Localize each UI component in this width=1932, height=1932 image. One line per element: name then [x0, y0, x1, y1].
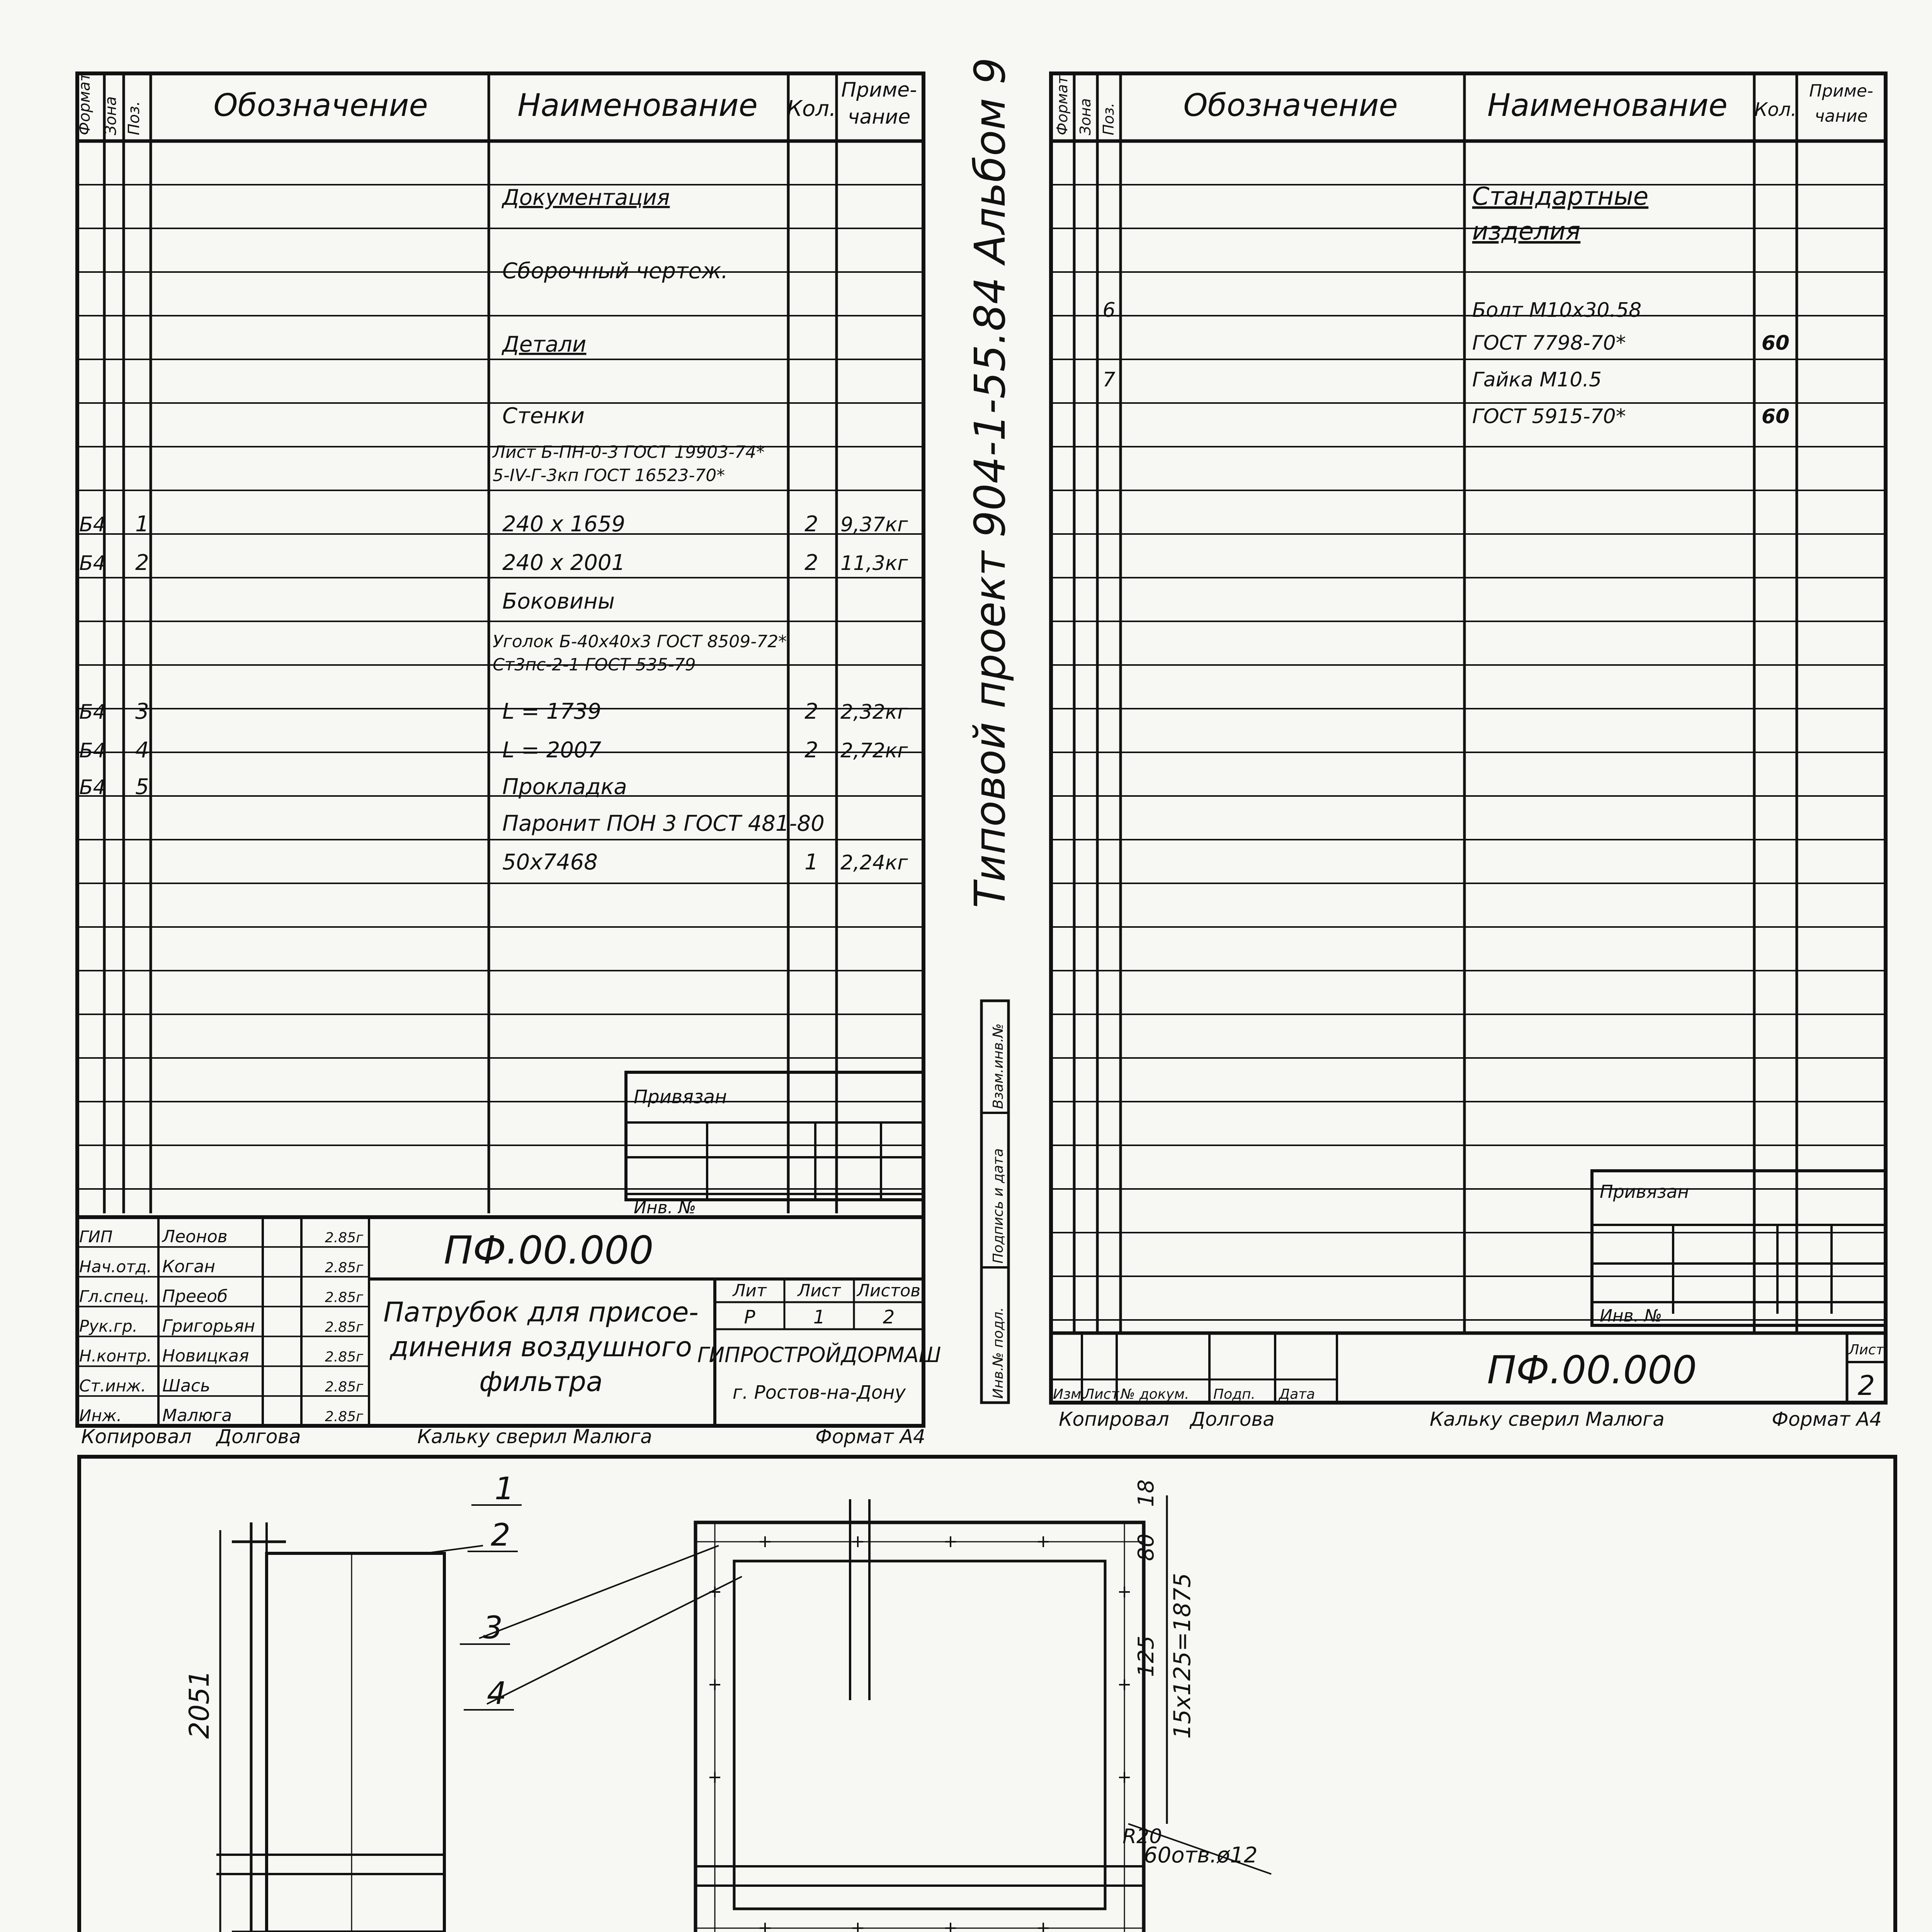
sheet1-row-name: Прокладка [502, 774, 627, 799]
sheet2-code: ПФ.00.000 [1487, 1347, 1697, 1393]
sheet1-row-qty: 2 [804, 699, 818, 724]
sheet1-row-note: 2,32кг [840, 701, 908, 724]
sheet1-tb-role: Инж. [79, 1406, 122, 1425]
sheet2-header-note: Приме- [1809, 81, 1873, 101]
front-view-outer [696, 1522, 1144, 1932]
sheet1-footer-format: Формат А4 [815, 1425, 925, 1448]
sheet1-row-note: 2,72кг [840, 739, 908, 762]
sheet1-tb-name: Коган [162, 1257, 216, 1277]
sheet1-row-name: L = 2007 [502, 738, 602, 763]
sheet1-tb-name: Шась [162, 1376, 211, 1396]
sheet2-bottom-header: Подп. [1213, 1386, 1255, 1402]
sheet2-sheet: 2 [1857, 1370, 1875, 1401]
sheet1-row-name: Уголок Б-40х40х3 ГОСТ 8509-72* [493, 632, 787, 651]
dim-18a-label: 18 [1134, 1479, 1159, 1507]
sheet1-privyazan: Привязан [634, 1086, 727, 1108]
sheet1-tb-org1: ГИПРОСТРОЙДОРМАШ [697, 1343, 941, 1367]
sheet2-header-zone: Зона [1077, 98, 1094, 135]
sheet2-side-label-1: Взам.инв.№ [990, 1023, 1006, 1109]
sheet2-vertical-title: Типовой проект 904-1-55.84 Альбом 9 [965, 57, 1015, 908]
sheet1-tb-role: Ст.инж. [79, 1376, 146, 1395]
sheet1-tb-name: Малюга [162, 1406, 232, 1425]
sheet2-privyazan: Привязан [1600, 1181, 1689, 1202]
sheet2-header-qty: Кол. [1754, 99, 1797, 121]
sheet2-row-name: изделия [1472, 217, 1581, 246]
sheet2-bottom-header: Лист [1084, 1386, 1119, 1402]
sheet1-tb-date: 2.85г [325, 1260, 363, 1276]
sheet1-tb-lit: Р [744, 1306, 755, 1328]
sheet1-tb-date: 2.85г [325, 1349, 363, 1365]
sheet1-tb-org2: г. Ростов-на-Дону [732, 1382, 906, 1403]
sheet1-header-format: Формат [76, 72, 94, 135]
sheet1-row-qty: 1 [804, 850, 818, 875]
sheet2-bottom-header: № докум. [1121, 1386, 1189, 1402]
sheet2-footer-copied-name: Долгова [1190, 1408, 1275, 1430]
sheet1-footer-copied: Копировал [81, 1425, 192, 1448]
sheet2-row-pos: 7 [1102, 368, 1116, 391]
sheet1-row-name: Лист Б-ПН-0-3 ГОСТ 19903-74* [493, 442, 765, 462]
sheet2-side-label-3: Инв.№ подл. [990, 1307, 1006, 1399]
sheet1-row-pos: 1 [135, 512, 149, 537]
sheet1-tb-lit-h: Лит [733, 1281, 767, 1301]
sheet1-row-note: 2,24кг [840, 851, 908, 874]
sheet2-row-pos: 6 [1102, 299, 1116, 322]
callout-label: 2 [491, 1517, 510, 1553]
sheet1-row-name: 240 х 1659 [502, 512, 626, 537]
sheet1-tb-sheets-h: Листов [857, 1281, 921, 1301]
sheet2-row-qty: 60 [1761, 405, 1790, 428]
sheet1-tb-name: Прееоб [162, 1286, 228, 1306]
sheet1-tb-sheet: 1 [813, 1306, 825, 1328]
sheet1-tb-title3: фильтра [479, 1366, 603, 1398]
sheet1-inv-label: Инв. № [634, 1198, 696, 1218]
dim-80-label: 80 [1134, 1533, 1159, 1561]
sheet2-row-name: ГОСТ 5915-70* [1472, 405, 1626, 428]
front-view-inner [734, 1561, 1105, 1909]
sheet1-tb-sheet-h: Лист [798, 1281, 841, 1301]
sheet1-header-pos: Поз. [125, 101, 143, 135]
sheet1-header-note2: чание [847, 105, 911, 129]
sheet1-tb-name: Новицкая [162, 1346, 249, 1366]
callout-label: 3 [483, 1610, 503, 1646]
sheet1-row-pos: 4 [135, 738, 149, 763]
sheet1-footer-checked: Кальку сверил Малюга [417, 1425, 652, 1448]
sheet1-header-note: Приме- [841, 78, 917, 102]
sheet1-tb-role: Рук.гр. [79, 1316, 138, 1336]
sheet1-row-name: Детали [502, 332, 587, 357]
sheet1-tb-date: 2.85г [325, 1379, 363, 1395]
sheet1-footer-copied-name: Долгова [216, 1425, 301, 1448]
sheet1-tb-date: 2.85г [325, 1289, 363, 1306]
sheet1-row-qty: 2 [804, 738, 818, 763]
sheet1-header-zone: Зона [102, 96, 120, 135]
sheet1-tb-role: Нач.отд. [79, 1257, 152, 1276]
sheet1-row-qty: 2 [804, 512, 818, 537]
sheet2-row-name: Стандартные [1472, 182, 1649, 211]
sheet1-row-qty: 2 [804, 550, 818, 575]
sheet2-row-qty: 60 [1761, 332, 1790, 355]
dim-holes-label: 60отв.ø12 [1144, 1843, 1258, 1868]
sheet1-tb-sheets: 2 [883, 1306, 895, 1328]
sheet1-row-name: 50х7468 [502, 850, 598, 875]
dim-r20-label: R20 [1122, 1825, 1162, 1848]
sheet2-header-note2: чание [1815, 106, 1868, 126]
sheet2-row-name: Болт М10х30.58 [1472, 299, 1642, 322]
sheet1-row-name: Сборочный чертеж. [502, 259, 728, 284]
callout-label: 4 [487, 1675, 507, 1711]
sheet2-bottom-header: Изм. [1053, 1386, 1086, 1402]
sheet1-row-name: L = 1739 [502, 699, 602, 724]
sheet1-tb-title2: динения воздушного [390, 1331, 692, 1363]
sheet1-row-format: Б4 [79, 513, 106, 536]
sheet1-header-designation: Обозначение [213, 87, 428, 123]
sheet1-row-name: Документация [502, 185, 670, 210]
sheet1-row-name-2: 5-IV-Г-3кп ГОСТ 16523-70* [493, 466, 725, 485]
sheet1-tb-title1: Патрубок для присое- [383, 1296, 699, 1328]
sheet1-row-pos: 3 [135, 699, 149, 724]
sheet1-tb-date: 2.85г [325, 1409, 363, 1425]
sheet1-row-note: 9,37кг [840, 513, 908, 536]
sheet2-footer-checked: Кальку сверил Малюга [1430, 1408, 1665, 1430]
sheet1-row-format: Б4 [79, 776, 106, 799]
sheet2-bottom-header: Дата [1279, 1386, 1315, 1402]
sheet1-tb-role: Гл.спец. [79, 1287, 150, 1306]
sheet1-tb-role: ГИП [79, 1227, 113, 1247]
sheet1-tb-role: Н.контр. [79, 1346, 152, 1366]
sheet2-sheet-h: Лист [1849, 1342, 1884, 1358]
callout-label: 1 [495, 1471, 514, 1507]
sheet1-tb-name: Леонов [162, 1227, 228, 1247]
sheet2-header-format: Формат [1054, 75, 1071, 135]
sheet2-header-pos: Поз. [1100, 102, 1117, 135]
sheet1-row-note: 11,3кг [840, 552, 908, 575]
sheet2-inv-label: Инв. № [1600, 1306, 1662, 1326]
sheet1-row-name: Боковины [502, 589, 615, 614]
sheet1-row-name: Стенки [502, 403, 585, 429]
sheet2-footer-copied: Копировал [1059, 1408, 1169, 1430]
sheet1-row-pos: 5 [135, 774, 149, 799]
sheet1-tb-date: 2.85г [325, 1319, 363, 1335]
sheet2-row-name: Гайка М10.5 [1472, 368, 1602, 391]
sheet2-header-designation: Обозначение [1183, 87, 1398, 123]
sheet1-header-name: Наименование [517, 87, 758, 123]
sheet2-row-name: ГОСТ 7798-70* [1472, 332, 1626, 355]
sheet1-row-format: Б4 [79, 701, 106, 724]
sheet1-tb-name: Григорьян [162, 1316, 255, 1336]
sheet1-tb-date: 2.85г [325, 1230, 363, 1246]
sheet1-tb-code: ПФ.00.000 [444, 1228, 654, 1273]
sheet1-row-name: Паронит ПОН 3 ГОСТ 481-80 [502, 811, 825, 836]
sheet2-side-label-2: Подпись и дата [990, 1148, 1006, 1264]
dim-2051-label: 2051 [184, 1670, 215, 1739]
dim-125-label: 125 [1134, 1636, 1159, 1677]
sheet1-row-format: Б4 [79, 552, 106, 575]
sheet1-row-name: 240 х 2001 [502, 550, 626, 575]
sheet1-row-format: Б4 [79, 739, 106, 762]
sheet1-row-name-2: Ст3пс-2-1 ГОСТ 535-79 [493, 655, 696, 675]
sheet1-row-pos: 2 [135, 550, 149, 575]
sheet1-header-qty: Кол. [787, 96, 836, 121]
sheet2-footer-format: Формат А4 [1772, 1408, 1882, 1430]
sheet2-header-name: Наименование [1487, 87, 1728, 123]
dim-15x125-label: 15х125=1875 [1169, 1573, 1196, 1739]
